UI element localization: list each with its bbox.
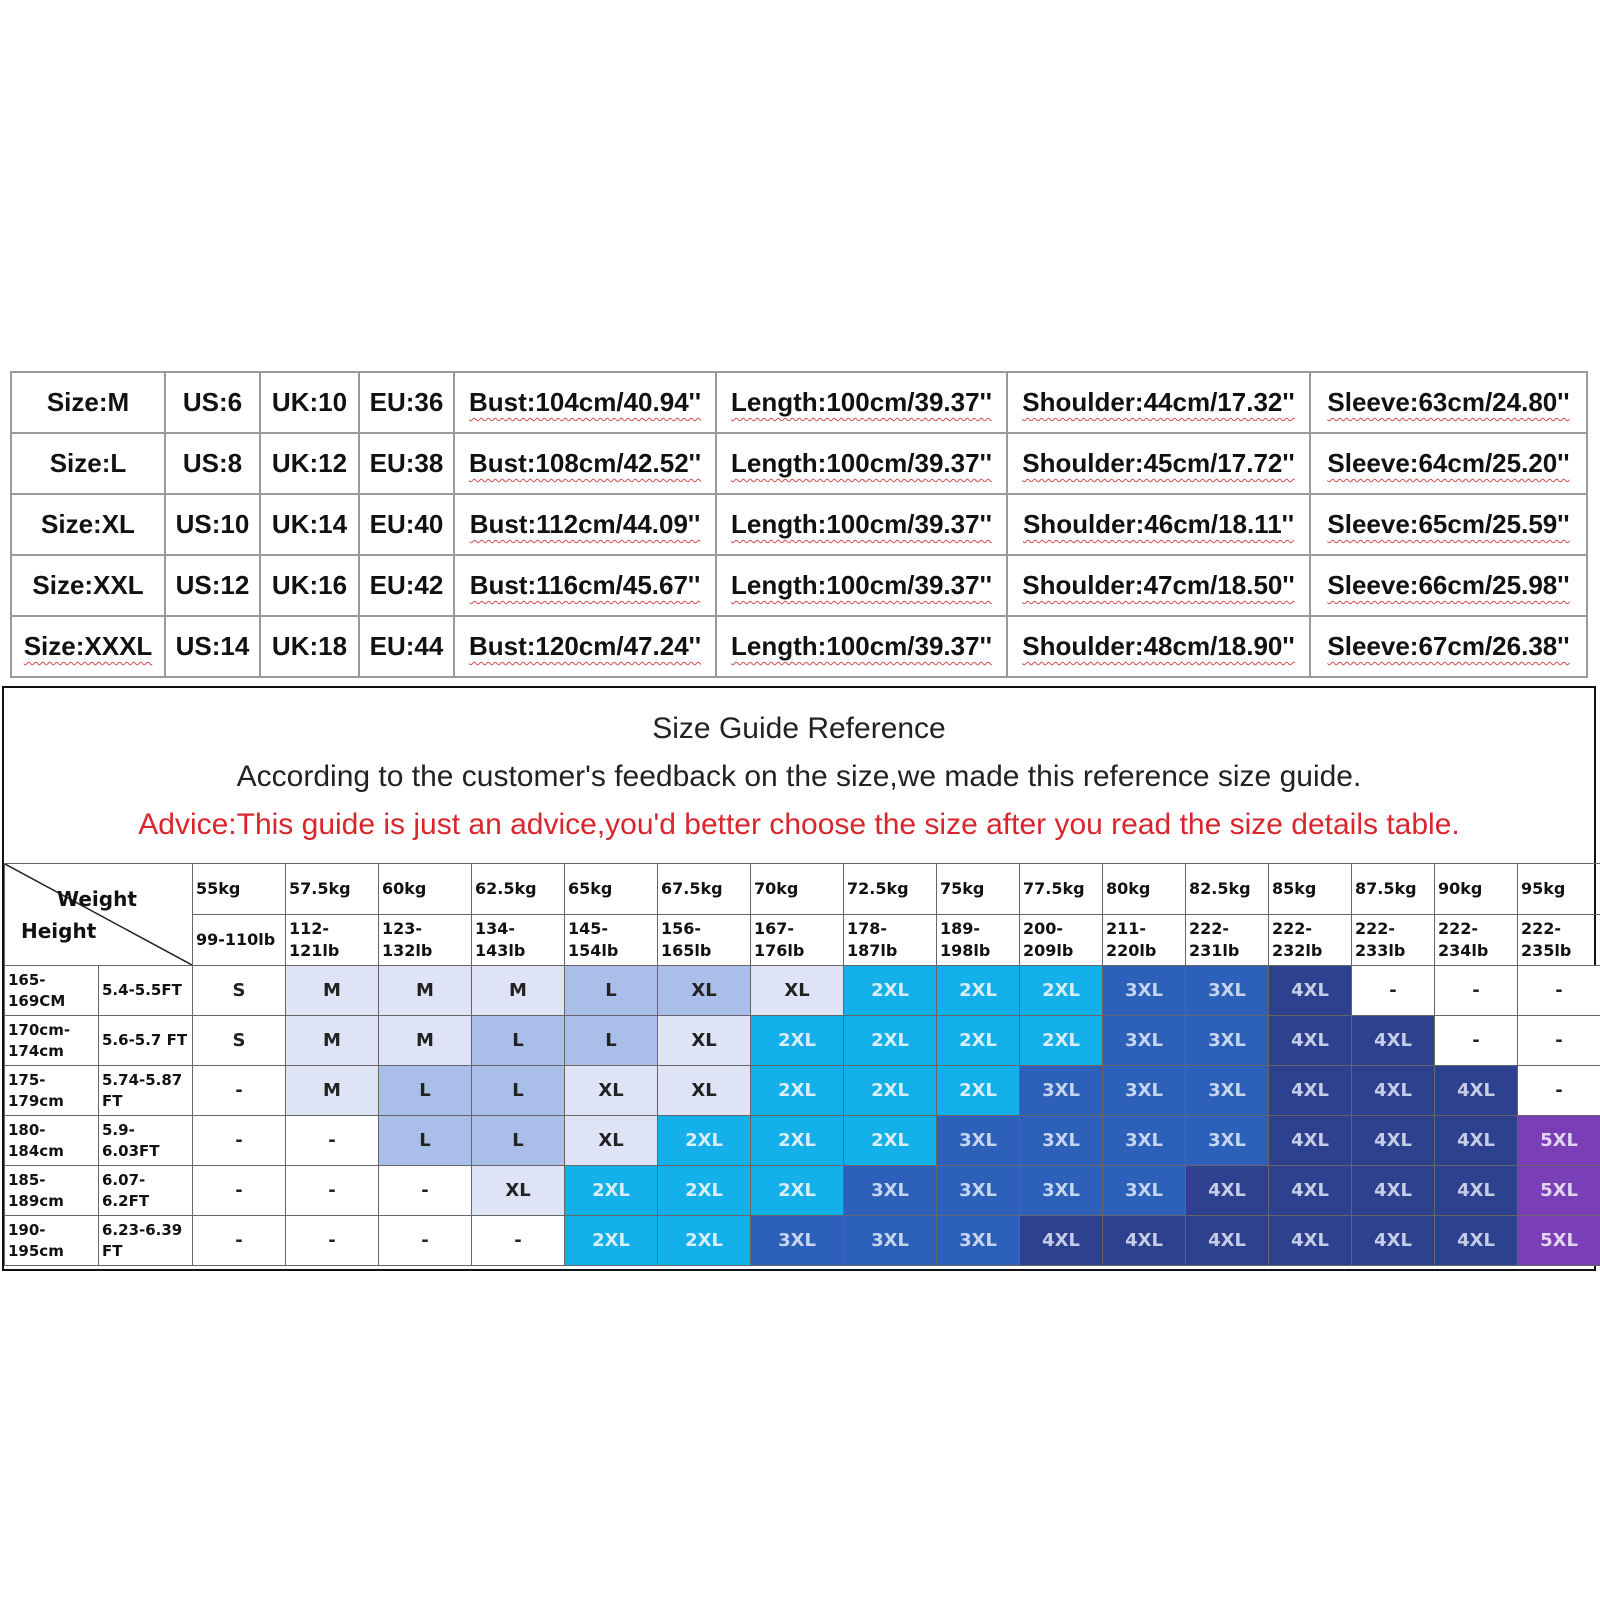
size-recommendation-cell: 3XL	[1186, 1066, 1269, 1116]
height-ft-cell: 5.9-6.03FT	[99, 1116, 193, 1166]
size-recommendation-cell: 3XL	[1103, 1066, 1186, 1116]
size-recommendation-cell: M	[379, 966, 472, 1016]
height-row	[5, 966, 1600, 1016]
size-recommendation-cell: 3XL	[1186, 1016, 1269, 1066]
size-recommendation-cell: 3XL	[1020, 1066, 1103, 1116]
size-cell-us: US:10	[165, 494, 260, 555]
weight-lb-row	[5, 915, 1600, 966]
size-recommendation-cell: 3XL	[937, 1166, 1020, 1216]
size-cell-eu: EU:44	[359, 616, 454, 677]
weight-lb-cell: 222-232lb	[1269, 915, 1352, 966]
size-recommendation-cell: -	[286, 1216, 379, 1266]
size-recommendation-cell: -	[1435, 966, 1518, 1016]
size-cell-bust: Bust:104cm/40.94''	[454, 372, 716, 433]
guide-advice: Advice:This guide is just an advice,you'd better choose the size after you read the size details table.	[138, 808, 1460, 841]
size-recommendation-cell: 3XL	[844, 1166, 937, 1216]
weight-lb-cell: 211-220lb	[1103, 915, 1186, 966]
size-recommendation-cell: XL	[565, 1116, 658, 1166]
size-row	[11, 494, 1587, 555]
size-recommendation-cell: 3XL	[1186, 1116, 1269, 1166]
size-row	[11, 555, 1587, 616]
size-spec-table	[10, 371, 1588, 678]
size-recommendation-cell: L	[472, 1016, 565, 1066]
size-recommendation-cell: M	[379, 1016, 472, 1066]
size-recommendation-cell: 4XL	[1435, 1116, 1518, 1166]
height-ft-cell: 5.4-5.5FT	[99, 966, 193, 1016]
height-row	[5, 1016, 1600, 1066]
size-recommendation-cell: 3XL	[1103, 1116, 1186, 1166]
size-recommendation-cell: 5XL	[1518, 1116, 1600, 1166]
weight-lb-cell: 222-235lb	[1518, 915, 1600, 966]
size-recommendation-cell: 4XL	[1435, 1216, 1518, 1266]
height-row	[5, 1166, 1600, 1216]
weight-lb-cell: 222-233lb	[1352, 915, 1435, 966]
size-recommendation-cell: L	[565, 1016, 658, 1066]
height-ft-cell: 6.07-6.2FT	[99, 1166, 193, 1216]
size-recommendation-cell: XL	[565, 1066, 658, 1116]
size-recommendation-cell: -	[1518, 1016, 1600, 1066]
weight-kg-cell: 90kg	[1435, 864, 1518, 915]
size-cell-size: Size:XXXL	[11, 616, 165, 677]
size-recommendation-cell: 4XL	[1435, 1166, 1518, 1216]
height-row	[5, 1216, 1600, 1266]
height-row	[5, 1066, 1600, 1116]
size-cell-us: US:8	[165, 433, 260, 494]
size-recommendation-cell: XL	[751, 966, 844, 1016]
height-cm-cell: 175-179cm	[5, 1066, 99, 1116]
weight-kg-cell: 65kg	[565, 864, 658, 915]
size-recommendation-cell: L	[379, 1066, 472, 1116]
size-recommendation-cell: 3XL	[844, 1216, 937, 1266]
size-recommendation-cell: 2XL	[937, 1066, 1020, 1116]
weight-kg-cell: 80kg	[1103, 864, 1186, 915]
weight-kg-cell: 85kg	[1269, 864, 1352, 915]
size-recommendation-cell: M	[286, 966, 379, 1016]
size-recommendation-cell: -	[193, 1066, 286, 1116]
size-recommendation-cell: 2XL	[844, 966, 937, 1016]
height-axis-label: Height	[21, 919, 97, 943]
size-recommendation-cell: 3XL	[1103, 1166, 1186, 1216]
size-recommendation-cell: 2XL	[844, 1116, 937, 1166]
size-cell-bust: Bust:112cm/44.09''	[454, 494, 716, 555]
size-cell-size: Size:XL	[11, 494, 165, 555]
size-recommendation-cell: L	[472, 1116, 565, 1166]
size-row	[11, 433, 1587, 494]
height-cm-cell: 165-169CM	[5, 966, 99, 1016]
size-recommendation-cell: 4XL	[1352, 1016, 1435, 1066]
size-recommendation-cell: 2XL	[1020, 966, 1103, 1016]
weight-kg-cell: 62.5kg	[472, 864, 565, 915]
weight-kg-cell: 57.5kg	[286, 864, 379, 915]
weight-kg-cell: 95kg	[1518, 864, 1600, 915]
size-cell-length: Length:100cm/39.37''	[716, 372, 1007, 433]
size-cell-sleeve: Sleeve:64cm/25.20''	[1310, 433, 1587, 494]
size-recommendation-cell: 3XL	[1103, 966, 1186, 1016]
size-recommendation-cell: 3XL	[1186, 966, 1269, 1016]
size-recommendation-cell: 2XL	[844, 1066, 937, 1116]
size-cell-shoulder: Shoulder:44cm/17.32''	[1007, 372, 1310, 433]
size-recommendation-cell: S	[193, 1016, 286, 1066]
weight-lb-cell: 189-198lb	[937, 915, 1020, 966]
size-recommendation-cell: XL	[658, 1016, 751, 1066]
size-cell-us: US:12	[165, 555, 260, 616]
size-cell-eu: EU:38	[359, 433, 454, 494]
size-guide-panel	[2, 686, 1596, 1271]
size-recommendation-cell: 3XL	[1020, 1116, 1103, 1166]
size-row	[11, 372, 1587, 433]
size-recommendation-cell: 2XL	[844, 1016, 937, 1066]
size-cell-sleeve: Sleeve:67cm/26.38''	[1310, 616, 1587, 677]
height-ft-cell: 5.6-5.7 FT	[99, 1016, 193, 1066]
size-cell-length: Length:100cm/39.37''	[716, 433, 1007, 494]
size-recommendation-cell: 2XL	[1020, 1016, 1103, 1066]
weight-kg-cell: 60kg	[379, 864, 472, 915]
weight-kg-cell: 70kg	[751, 864, 844, 915]
size-recommendation-cell: 5XL	[1518, 1166, 1600, 1216]
size-cell-uk: UK:16	[260, 555, 359, 616]
weight-lb-cell: 123-132lb	[379, 915, 472, 966]
size-cell-uk: UK:10	[260, 372, 359, 433]
size-recommendation-cell: 3XL	[1020, 1166, 1103, 1216]
size-cell-size: Size:M	[11, 372, 165, 433]
size-recommendation-cell: 2XL	[937, 966, 1020, 1016]
size-recommendation-cell: XL	[658, 1066, 751, 1116]
size-cell-us: US:6	[165, 372, 260, 433]
size-recommendation-cell: 5XL	[1518, 1216, 1600, 1266]
size-cell-shoulder: Shoulder:48cm/18.90''	[1007, 616, 1310, 677]
weight-lb-cell: 156-165lb	[658, 915, 751, 966]
size-cell-uk: UK:18	[260, 616, 359, 677]
weight-lb-cell: 200-209lb	[1020, 915, 1103, 966]
weight-lb-cell: 167-176lb	[751, 915, 844, 966]
weight-kg-cell: 55kg	[193, 864, 286, 915]
size-recommendation-cell: -	[193, 1166, 286, 1216]
size-cell-shoulder: Shoulder:46cm/18.11''	[1007, 494, 1310, 555]
size-recommendation-cell: L	[472, 1066, 565, 1116]
size-cell-sleeve: Sleeve:65cm/25.59''	[1310, 494, 1587, 555]
size-cell-shoulder: Shoulder:45cm/17.72''	[1007, 433, 1310, 494]
height-cm-cell: 170cm-174cm	[5, 1016, 99, 1066]
size-recommendation-cell: 2XL	[937, 1016, 1020, 1066]
size-recommendation-cell: 4XL	[1269, 1016, 1352, 1066]
size-recommendation-cell: 2XL	[565, 1216, 658, 1266]
size-cell-length: Length:100cm/39.37''	[716, 555, 1007, 616]
size-recommendation-cell: 2XL	[751, 1016, 844, 1066]
corner-header	[5, 864, 193, 966]
size-recommendation-cell: 2XL	[565, 1166, 658, 1216]
size-recommendation-cell: -	[472, 1216, 565, 1266]
weight-lb-cell: 112-121lb	[286, 915, 379, 966]
size-recommendation-cell: M	[286, 1066, 379, 1116]
size-recommendation-cell: 4XL	[1352, 1166, 1435, 1216]
size-cell-us: US:14	[165, 616, 260, 677]
size-recommendation-cell: 2XL	[751, 1066, 844, 1116]
size-recommendation-cell: -	[379, 1216, 472, 1266]
size-recommendation-cell: 4XL	[1186, 1166, 1269, 1216]
size-recommendation-cell: 2XL	[658, 1216, 751, 1266]
size-recommendation-cell: 2XL	[658, 1116, 751, 1166]
size-recommendation-cell: -	[1435, 1016, 1518, 1066]
size-recommendation-cell: 2XL	[658, 1166, 751, 1216]
weight-kg-cell: 77.5kg	[1020, 864, 1103, 915]
size-recommendation-cell: L	[379, 1116, 472, 1166]
size-recommendation-cell: 4XL	[1186, 1216, 1269, 1266]
weight-kg-cell: 75kg	[937, 864, 1020, 915]
size-recommendation-cell: -	[1518, 1066, 1600, 1116]
size-recommendation-cell: 4XL	[1269, 1066, 1352, 1116]
size-recommendation-cell: -	[1518, 966, 1600, 1016]
weight-kg-cell: 67.5kg	[658, 864, 751, 915]
height-cm-cell: 190-195cm	[5, 1216, 99, 1266]
size-recommendation-cell: 4XL	[1269, 1166, 1352, 1216]
size-recommendation-cell: 4XL	[1269, 1116, 1352, 1166]
size-cell-bust: Bust:120cm/47.24''	[454, 616, 716, 677]
size-recommendation-cell: -	[379, 1166, 472, 1216]
height-cm-cell: 185-189cm	[5, 1166, 99, 1216]
weight-lb-cell: 222-234lb	[1435, 915, 1518, 966]
guide-subtitle: According to the customer's feedback on the size,we made this reference size guide.	[236, 760, 1362, 793]
size-recommendation-cell: 4XL	[1103, 1216, 1186, 1266]
size-cell-size: Size:XXL	[11, 555, 165, 616]
weight-lb-cell: 99-110lb	[193, 915, 286, 966]
weight-lb-cell: 222-231lb	[1186, 915, 1269, 966]
size-recommendation-cell: 3XL	[937, 1216, 1020, 1266]
size-recommendation-cell: 3XL	[937, 1116, 1020, 1166]
size-row	[11, 616, 1587, 677]
guide-title: Size Guide Reference	[652, 712, 946, 745]
size-recommendation-cell: XL	[472, 1166, 565, 1216]
size-recommendation-cell: 4XL	[1269, 966, 1352, 1016]
size-recommendation-cell: -	[286, 1116, 379, 1166]
size-cell-length: Length:100cm/39.37''	[716, 616, 1007, 677]
size-recommendation-cell: -	[1352, 966, 1435, 1016]
height-ft-cell: 6.23-6.39 FT	[99, 1216, 193, 1266]
size-recommendation-cell: 2XL	[751, 1166, 844, 1216]
size-recommendation-cell: 3XL	[1103, 1016, 1186, 1066]
size-cell-length: Length:100cm/39.37''	[716, 494, 1007, 555]
diagonal-divider	[5, 864, 192, 965]
weight-axis-label: Weight	[57, 887, 137, 911]
weight-lb-cell: 178-187lb	[844, 915, 937, 966]
size-recommendation-cell: 4XL	[1352, 1116, 1435, 1166]
size-cell-sleeve: Sleeve:66cm/25.98''	[1310, 555, 1587, 616]
weight-kg-cell: 72.5kg	[844, 864, 937, 915]
height-ft-cell: 5.74-5.87 FT	[99, 1066, 193, 1116]
size-cell-eu: EU:36	[359, 372, 454, 433]
weight-lb-cell: 145-154lb	[565, 915, 658, 966]
size-recommendation-cell: 4XL	[1020, 1216, 1103, 1266]
size-cell-eu: EU:40	[359, 494, 454, 555]
size-cell-shoulder: Shoulder:47cm/18.50''	[1007, 555, 1310, 616]
size-recommendation-cell: 4XL	[1352, 1066, 1435, 1116]
weight-kg-cell: 82.5kg	[1186, 864, 1269, 915]
size-recommendation-cell: 4XL	[1435, 1066, 1518, 1116]
size-cell-uk: UK:14	[260, 494, 359, 555]
size-cell-bust: Bust:108cm/42.52''	[454, 433, 716, 494]
weight-kg-row	[5, 864, 1600, 915]
weight-height-size-grid	[4, 863, 1600, 1266]
size-recommendation-cell: S	[193, 966, 286, 1016]
height-cm-cell: 180-184cm	[5, 1116, 99, 1166]
size-recommendation-cell: 2XL	[751, 1116, 844, 1166]
size-recommendation-cell: -	[286, 1166, 379, 1216]
size-recommendation-cell: -	[193, 1116, 286, 1166]
weight-lb-cell: 134-143lb	[472, 915, 565, 966]
weight-kg-cell: 87.5kg	[1352, 864, 1435, 915]
size-recommendation-cell: -	[193, 1216, 286, 1266]
size-cell-size: Size:L	[11, 433, 165, 494]
height-row	[5, 1116, 1600, 1166]
size-recommendation-cell: 3XL	[751, 1216, 844, 1266]
size-cell-sleeve: Sleeve:63cm/24.80''	[1310, 372, 1587, 433]
size-recommendation-cell: L	[565, 966, 658, 1016]
size-recommendation-cell: M	[286, 1016, 379, 1066]
size-recommendation-cell: 4XL	[1269, 1216, 1352, 1266]
size-cell-eu: EU:42	[359, 555, 454, 616]
size-recommendation-cell: XL	[658, 966, 751, 1016]
size-cell-bust: Bust:116cm/45.67''	[454, 555, 716, 616]
size-recommendation-cell: M	[472, 966, 565, 1016]
size-cell-uk: UK:12	[260, 433, 359, 494]
size-recommendation-cell: 4XL	[1352, 1216, 1435, 1266]
